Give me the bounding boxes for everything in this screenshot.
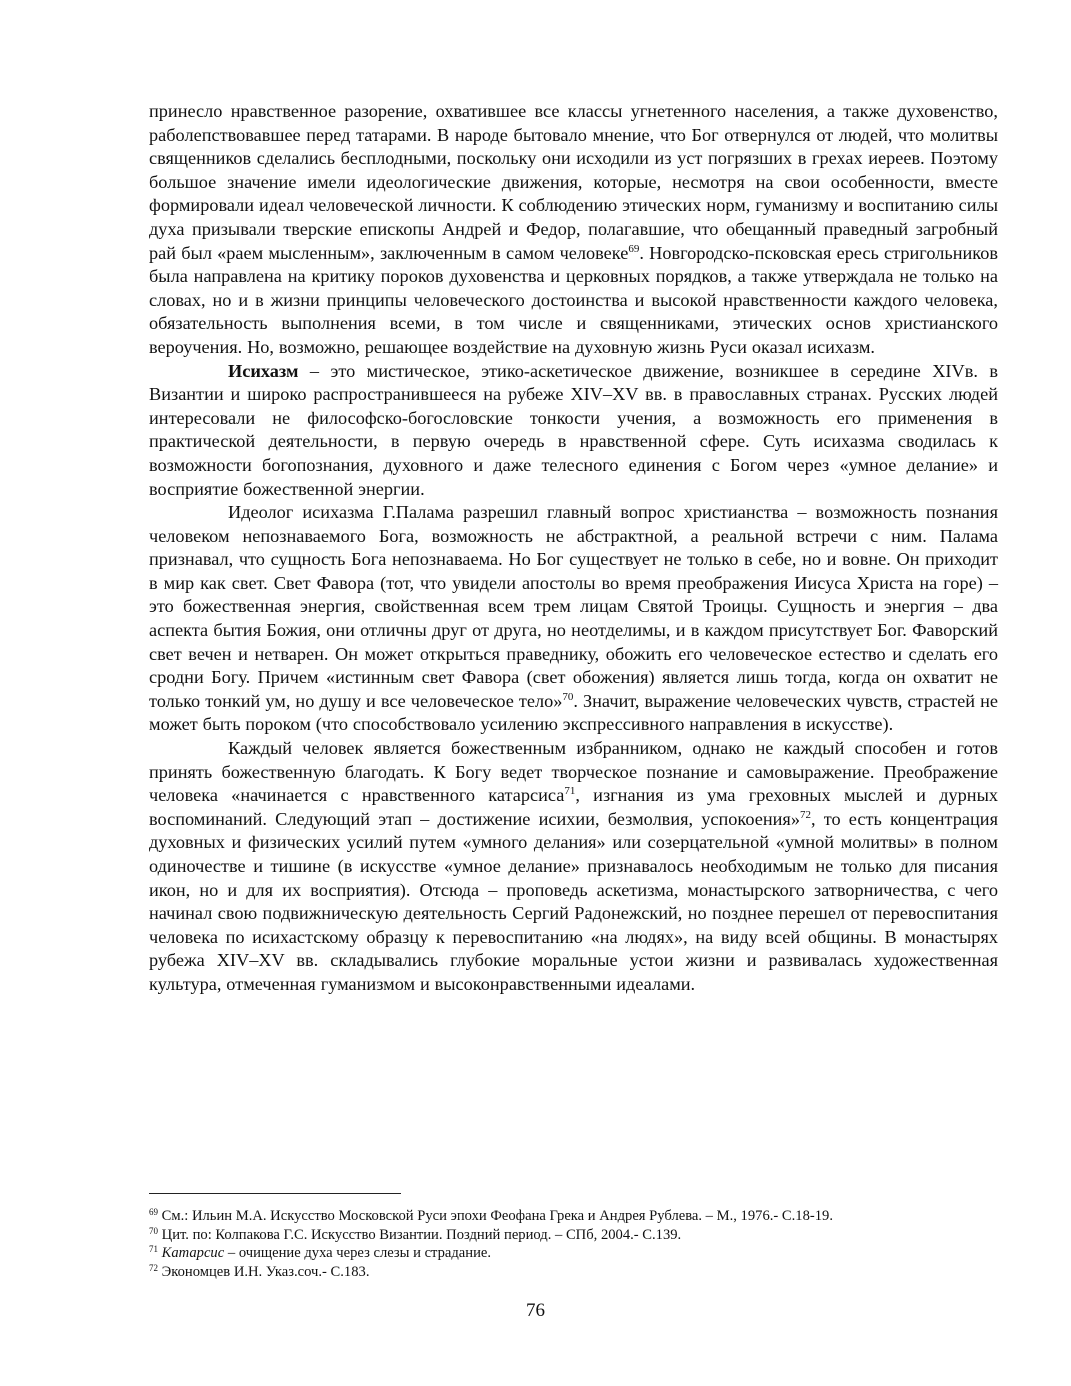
footnote-separator — [149, 1193, 401, 1194]
paragraph-4-text: Каждый человек является божественным избранником, однако не каждый способен и готов принять божественную благодать. К Богу ведет творческое познание и самовыражение. Преображение человека «начинается с нравственного катарсиса — [149, 738, 998, 806]
paragraph-1-text: принесло нравственное разорение, охватившее все классы угнетенного населения, а также духовенство, раболепствовавшее перед татарами. В народе бытовало мнение, что Бог отвернулся от людей, что молитвы священников сделались бесплодными, поскольку они исходили из уст погрязших в грехах иереев. Поэтому большое значение имели идеологические движения, которые, несмотря на свои особенности, вместе формировали идеал человеческой личности. К соблюдению этических норм, гуманизму и воспитанию силы духа призывали тверские епископы Андрей и Федор, полагавшие, что обещанный праведный загробный рай был «раем мысленным», заключенным в самом человеке — [149, 101, 998, 263]
footnote-ref-71[interactable]: 71 — [564, 785, 576, 798]
paragraph-2-text: – это мистическое, этико-аскетическое движение, возникшее в середине XIVв. в Византии и широко распространившееся на рубеже XIV–XV вв. в православных странах. Русских людей интересовали не философско-богословские тонкости учения, а возможность его применения в практической деятельности, в первую очередь в нравственной сфере. Суть исихазма сводилась к возможности богопознания, духовного и даже телесного единения с Богом через «умное делание» и восприятие божественной энергии. — [149, 360, 998, 499]
footnotes — [149, 1207, 1029, 1281]
footnote-69 — [149, 1207, 1029, 1226]
footnote-number: 72 — [149, 1262, 158, 1273]
footnote-text: Цит. по: Колпакова Г.С. Искусство Византии. Поздний период. – СПб, 2004.- С.139. — [161, 1226, 682, 1243]
footnote-ref-70[interactable]: 70 — [562, 690, 574, 703]
paragraph-1-text-end: . Новгородско-псковская ересь стригольников была направлена на критику пороков духовенства и церковных порядков, а также утверждала не только на словах, но и в жизни принципы человеческого достоинства и высокой нравственности каждого человека, обязательность выполнения всеми, в том числе и священниками, этических основ христианского вероучения. Но, возможно, решающее воздействие на духовную жизнь Руси оказал исихазм. — [149, 242, 998, 357]
paragraph-3 — [149, 501, 998, 737]
paragraph-4-text-mid: , изгнания из ума греховных мыслей и дурных воспоминаний. Следующий этап – достижение исихии, безмолвия, успокоения» — [149, 785, 999, 829]
footnote-ref-72[interactable]: 72 — [799, 808, 811, 821]
paragraph-1 — [149, 100, 998, 360]
paragraph-2 — [149, 360, 998, 502]
paragraph-3-text-end: . Значит, выражение человеческих чувств, страстей не может быть пороком (что способствовало усилению экспрессивного направления в искусстве). — [149, 690, 998, 735]
paragraph-4-text-end: , то есть концентрация духовных и физических усилий путем «умного делания» или созерцательной «умной молитвы» в полном одиночестве и тишине (в искусстве «умное делание» признавалось необходимым не только для писания икон, но и для их восприятия). Отсюда – проповедь аскетизма, монастырского затворничества, с чего начинал свою подвижническую деятельность Сергий Радонежский, но позднее перешел от перевоспитания человека по исихастскому образцу к перевоспитанию «на людях», на виду всей общины. В монастырях рубежа XIV–XV вв. складывались глубокие моральные устои жизни и развивалась художественная культура, отмеченная гуманизмом и высоконравственными идеалами. — [149, 808, 998, 994]
footnote-ref-69[interactable]: 69 — [628, 242, 640, 255]
footnote-70 — [149, 1226, 1029, 1245]
main-text — [149, 100, 998, 997]
footnote-number: 70 — [149, 1225, 158, 1236]
footnote-term: Катарсис — [161, 1245, 225, 1262]
footnote-71 — [149, 1244, 1029, 1263]
footnote-number: 69 — [149, 1207, 158, 1217]
footnote-text: См.: Ильин М.А. Искусство Московской Руси эпохи Феофана Грека и Андрея Рублева. – М., 1976.- С.18-19. — [161, 1208, 833, 1224]
footnote-number: 71 — [149, 1244, 158, 1255]
page-number: 76 — [526, 1300, 545, 1321]
paragraph-4 — [149, 737, 998, 997]
footnote-72 — [149, 1263, 1029, 1282]
footnote-text: – очищение духа через слезы и страдание. — [224, 1245, 492, 1262]
paragraph-3-text: Идеолог исихазма Г.Палама разрешил главный вопрос христианства – возможность познания человеком непознаваемого Бога, возможность не абстрактной, а реальной встречи с ним. Палама признавал, что сущность Бога непознаваема. Но Бог существует не только в себе, но и вовне. Он приходит в мир как свет. Свет Фавора (тот, что увидели апостолы во время преображения Иисуса Христа на горе) – это божественная энергия, свойственная всем трем лицам Святой Троицы. Сущность и энергия – два аспекта бытия Божия, они отличны друг от друга, но неотделимы, и в каждом присутствует Бог. Фаворский свет вечен и нетварен. Он может открыться праведнику, обожить его человеческое естество и сделать его сродни Богу. Причем «истинным свет Фавора (свет обожения) является лишь тогда, когда он охватит не только тонкий ум, но душу и все человеческое тело» — [149, 502, 998, 711]
term-hesychasm: Исихазм — [228, 360, 299, 381]
footnote-text: Экономцев И.Н. Указ.соч.- С.183. — [161, 1263, 370, 1280]
